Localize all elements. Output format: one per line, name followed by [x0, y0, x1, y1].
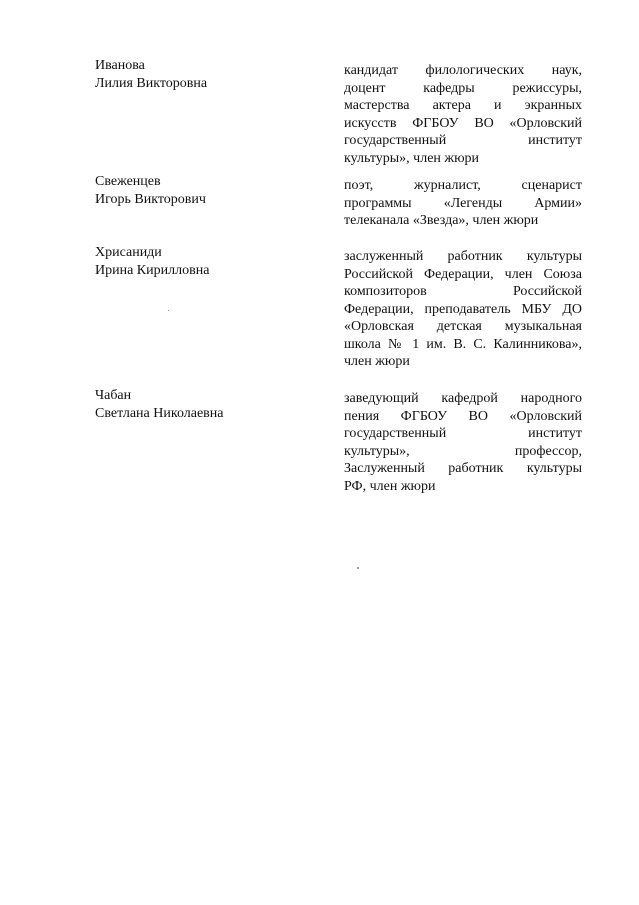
member-surname: Чабан: [95, 388, 132, 403]
description-line: программы «Легенды Армии»: [344, 195, 582, 211]
description-line: государственный институт: [344, 133, 582, 148]
member-name: [95, 387, 315, 422]
member-name: [95, 57, 315, 92]
description-line: поэт, журналист, сценарист: [344, 178, 582, 193]
description-line: Федерации, преподаватель МБУ ДО: [344, 301, 582, 317]
member-surname: Хрисаниди: [95, 245, 162, 260]
description-line: член жюри: [344, 354, 410, 369]
description-line: заслуженный работник культуры: [344, 249, 582, 264]
description-line: искусств ФГБОУ ВО «Орловский: [344, 115, 582, 131]
member-name: [95, 173, 315, 208]
member-given-names: Ирина Кирилловна: [95, 262, 210, 278]
description-line: композиторов Российской: [344, 284, 582, 299]
description-line: культуры», профессор,: [344, 443, 582, 459]
description-line: школа № 1 им. В. С. Калинникова»,: [344, 336, 582, 352]
description-line: культуры», член жюри: [344, 150, 480, 166]
description-line: кандидат филологических наук,: [344, 63, 582, 78]
member-given-names: Светлана Николаевна: [95, 405, 224, 421]
description-line: РФ, член жюри: [344, 478, 436, 494]
scan-speck: [168, 310, 169, 311]
description-line: «Орловская детская музыкальная: [344, 319, 582, 334]
member-description: [344, 62, 582, 167]
description-line: Российской Федерации, член Союза: [344, 266, 582, 282]
description-line: пения ФГБОУ ВО «Орловский: [344, 408, 582, 424]
description-line: телеканала «Звезда», член жюри: [344, 213, 539, 228]
member-name: [95, 244, 315, 279]
description-line: доцент кафедры режиссуры,: [344, 80, 582, 96]
member-surname: Свеженцев: [95, 174, 161, 189]
member-description: [344, 177, 582, 230]
member-description: [344, 248, 582, 371]
description-line: заведующий кафедрой народного: [344, 391, 582, 406]
member-given-names: Игорь Викторович: [95, 191, 206, 207]
description-line: мастерства актера и экранных: [344, 98, 582, 113]
scan-speck: [357, 567, 359, 569]
description-line: Заслуженный работник культуры: [344, 461, 582, 476]
member-surname: Иванова: [95, 58, 145, 73]
description-line: государственный институт: [344, 426, 582, 441]
member-given-names: Лилия Викторовна: [95, 75, 208, 91]
member-description: [344, 390, 582, 495]
